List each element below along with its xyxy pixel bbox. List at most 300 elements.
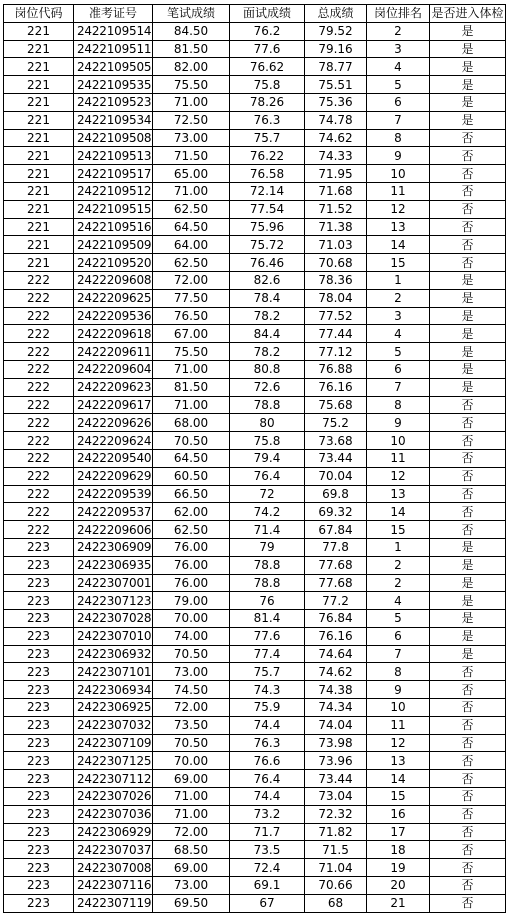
table-row [4, 218, 506, 236]
exam-id-cell: 2422306925 [74, 699, 153, 717]
exam-id-cell: 2422307036 [74, 805, 153, 823]
post-code-cell: 221 [4, 236, 74, 254]
exam-id-cell: 2422109520 [74, 254, 153, 272]
interview-score-cell: 78.2 [230, 307, 305, 325]
post-code-cell: 223 [4, 877, 74, 895]
post-code-cell: 223 [4, 894, 74, 912]
total-score-cell: 75.36 [305, 93, 367, 111]
rank-cell: 9 [367, 147, 430, 165]
written-score-cell: 69.00 [153, 859, 230, 877]
post-code-cell: 223 [4, 823, 74, 841]
written-score-cell: 72.00 [153, 823, 230, 841]
table-row [4, 343, 506, 361]
physical-exam-cell: 是 [430, 610, 506, 628]
interview-score-cell: 77.6 [230, 627, 305, 645]
header-total-score: 总成绩 [305, 5, 367, 23]
exam-id-cell: 2422209625 [74, 289, 153, 307]
post-code-cell: 223 [4, 770, 74, 788]
interview-score-cell: 84.4 [230, 325, 305, 343]
post-code-cell: 223 [4, 752, 74, 770]
table-row [4, 734, 506, 752]
rank-cell: 3 [367, 40, 430, 58]
interview-score-cell: 76.4 [230, 770, 305, 788]
exam-id-cell: 2422109535 [74, 76, 153, 94]
written-score-cell: 81.50 [153, 378, 230, 396]
post-code-cell: 221 [4, 182, 74, 200]
exam-id-cell: 2422307119 [74, 894, 153, 912]
post-code-cell: 223 [4, 788, 74, 806]
interview-score-cell: 72.6 [230, 378, 305, 396]
rank-cell: 16 [367, 805, 430, 823]
total-score-cell: 73.04 [305, 788, 367, 806]
table-body [4, 22, 506, 912]
total-score-cell: 71.38 [305, 218, 367, 236]
rank-cell: 4 [367, 325, 430, 343]
post-code-cell: 223 [4, 645, 74, 663]
post-code-cell: 222 [4, 414, 74, 432]
exam-id-cell: 2422307109 [74, 734, 153, 752]
physical-exam-cell: 是 [430, 360, 506, 378]
table-row [4, 378, 506, 396]
post-code-cell: 222 [4, 521, 74, 539]
interview-score-cell: 80 [230, 414, 305, 432]
table-row [4, 716, 506, 734]
post-code-cell: 222 [4, 271, 74, 289]
table-row [4, 805, 506, 823]
rank-cell: 13 [367, 485, 430, 503]
total-score-cell: 76.16 [305, 378, 367, 396]
written-score-cell: 81.50 [153, 40, 230, 58]
rank-cell: 15 [367, 254, 430, 272]
interview-score-cell: 76.46 [230, 254, 305, 272]
physical-exam-cell: 否 [430, 894, 506, 912]
physical-exam-cell: 是 [430, 40, 506, 58]
written-score-cell: 73.50 [153, 716, 230, 734]
rank-cell: 7 [367, 645, 430, 663]
written-score-cell: 68.50 [153, 841, 230, 859]
interview-score-cell: 77.4 [230, 645, 305, 663]
rank-cell: 8 [367, 396, 430, 414]
interview-score-cell: 75.8 [230, 432, 305, 450]
total-score-cell: 79.16 [305, 40, 367, 58]
physical-exam-cell: 否 [430, 521, 506, 539]
total-score-cell: 72.32 [305, 805, 367, 823]
rank-cell: 6 [367, 627, 430, 645]
post-code-cell: 221 [4, 254, 74, 272]
rank-cell: 20 [367, 877, 430, 895]
written-score-cell: 71.00 [153, 396, 230, 414]
exam-id-cell: 2422109505 [74, 58, 153, 76]
written-score-cell: 62.50 [153, 200, 230, 218]
written-score-cell: 70.00 [153, 752, 230, 770]
rank-cell: 7 [367, 378, 430, 396]
rank-cell: 4 [367, 592, 430, 610]
written-score-cell: 74.00 [153, 627, 230, 645]
table-row [4, 823, 506, 841]
interview-score-cell: 76.3 [230, 111, 305, 129]
total-score-cell: 74.33 [305, 147, 367, 165]
rank-cell: 13 [367, 218, 430, 236]
post-code-cell: 223 [4, 556, 74, 574]
total-score-cell: 76.16 [305, 627, 367, 645]
interview-score-cell: 73.5 [230, 841, 305, 859]
total-score-cell: 67.84 [305, 521, 367, 539]
physical-exam-cell: 否 [430, 147, 506, 165]
interview-score-cell: 76 [230, 592, 305, 610]
exam-id-cell: 2422307125 [74, 752, 153, 770]
exam-id-cell: 2422109516 [74, 218, 153, 236]
table-row [4, 129, 506, 147]
exam-id-cell: 2422307001 [74, 574, 153, 592]
rank-cell: 19 [367, 859, 430, 877]
total-score-cell: 70.04 [305, 467, 367, 485]
rank-cell: 21 [367, 894, 430, 912]
total-score-cell: 77.44 [305, 325, 367, 343]
total-score-cell: 68 [305, 894, 367, 912]
total-score-cell: 75.2 [305, 414, 367, 432]
table-row [4, 503, 506, 521]
total-score-cell: 73.44 [305, 449, 367, 467]
physical-exam-cell: 是 [430, 93, 506, 111]
rank-cell: 7 [367, 111, 430, 129]
interview-score-cell: 75.8 [230, 76, 305, 94]
exam-id-cell: 2422306909 [74, 538, 153, 556]
exam-id-cell: 2422109517 [74, 165, 153, 183]
table-row [4, 40, 506, 58]
post-code-cell: 223 [4, 716, 74, 734]
exam-id-cell: 2422209626 [74, 414, 153, 432]
post-code-cell: 223 [4, 841, 74, 859]
written-score-cell: 71.00 [153, 93, 230, 111]
physical-exam-cell: 否 [430, 485, 506, 503]
written-score-cell: 73.00 [153, 877, 230, 895]
header-interview-score: 面试成绩 [230, 5, 305, 23]
exam-id-cell: 2422209537 [74, 503, 153, 521]
table-row [4, 147, 506, 165]
total-score-cell: 77.52 [305, 307, 367, 325]
table-row [4, 467, 506, 485]
table-row [4, 414, 506, 432]
interview-score-cell: 79.4 [230, 449, 305, 467]
physical-exam-cell: 是 [430, 76, 506, 94]
rank-cell: 17 [367, 823, 430, 841]
rank-cell: 2 [367, 22, 430, 40]
total-score-cell: 77.2 [305, 592, 367, 610]
written-score-cell: 71.00 [153, 788, 230, 806]
total-score-cell: 71.03 [305, 236, 367, 254]
total-score-cell: 77.8 [305, 538, 367, 556]
interview-score-cell: 75.7 [230, 129, 305, 147]
physical-exam-cell: 否 [430, 503, 506, 521]
interview-score-cell: 75.9 [230, 699, 305, 717]
physical-exam-cell: 是 [430, 325, 506, 343]
total-score-cell: 75.51 [305, 76, 367, 94]
exam-id-cell: 2422307032 [74, 716, 153, 734]
physical-exam-cell: 否 [430, 699, 506, 717]
post-code-cell: 223 [4, 627, 74, 645]
rank-cell: 12 [367, 467, 430, 485]
exam-id-cell: 2422307008 [74, 859, 153, 877]
written-score-cell: 72.00 [153, 271, 230, 289]
exam-id-cell: 2422109514 [74, 22, 153, 40]
physical-exam-cell: 否 [430, 663, 506, 681]
table-row [4, 396, 506, 414]
table-row [4, 271, 506, 289]
interview-score-cell: 69.1 [230, 877, 305, 895]
rank-cell: 1 [367, 271, 430, 289]
post-code-cell: 222 [4, 449, 74, 467]
interview-score-cell: 71.4 [230, 521, 305, 539]
post-code-cell: 222 [4, 289, 74, 307]
total-score-cell: 74.38 [305, 681, 367, 699]
post-code-cell: 221 [4, 93, 74, 111]
table-row [4, 22, 506, 40]
rank-cell: 15 [367, 521, 430, 539]
exam-id-cell: 2422109508 [74, 129, 153, 147]
post-code-cell: 223 [4, 859, 74, 877]
rank-cell: 6 [367, 360, 430, 378]
interview-score-cell: 72 [230, 485, 305, 503]
physical-exam-cell: 否 [430, 770, 506, 788]
header-post-rank: 岗位排名 [367, 5, 430, 23]
interview-score-cell: 76.6 [230, 752, 305, 770]
written-score-cell: 76.00 [153, 538, 230, 556]
interview-score-cell: 79 [230, 538, 305, 556]
total-score-cell: 71.5 [305, 841, 367, 859]
header-post-code: 岗位代码 [4, 5, 74, 23]
header-exam-id: 准考证号 [74, 5, 153, 23]
physical-exam-cell: 是 [430, 645, 506, 663]
post-code-cell: 223 [4, 610, 74, 628]
total-score-cell: 79.52 [305, 22, 367, 40]
written-score-cell: 71.00 [153, 182, 230, 200]
physical-exam-cell: 否 [430, 165, 506, 183]
written-score-cell: 71.00 [153, 360, 230, 378]
exam-id-cell: 2422209617 [74, 396, 153, 414]
exam-id-cell: 2422306934 [74, 681, 153, 699]
total-score-cell: 74.64 [305, 645, 367, 663]
total-score-cell: 74.62 [305, 663, 367, 681]
physical-exam-cell: 否 [430, 716, 506, 734]
interview-score-cell: 67 [230, 894, 305, 912]
interview-score-cell: 78.4 [230, 289, 305, 307]
table-row [4, 841, 506, 859]
interview-score-cell: 72.4 [230, 859, 305, 877]
exam-id-cell: 2422306935 [74, 556, 153, 574]
total-score-cell: 74.34 [305, 699, 367, 717]
interview-score-cell: 78.8 [230, 556, 305, 574]
written-score-cell: 71.50 [153, 147, 230, 165]
table-row [4, 877, 506, 895]
written-score-cell: 76.00 [153, 556, 230, 574]
physical-exam-cell: 是 [430, 627, 506, 645]
rank-cell: 11 [367, 449, 430, 467]
physical-exam-cell: 否 [430, 200, 506, 218]
physical-exam-cell: 否 [430, 396, 506, 414]
exam-id-cell: 2422109509 [74, 236, 153, 254]
written-score-cell: 77.50 [153, 289, 230, 307]
exam-id-cell: 2422306932 [74, 645, 153, 663]
post-code-cell: 222 [4, 307, 74, 325]
exam-id-cell: 2422307112 [74, 770, 153, 788]
post-code-cell: 221 [4, 58, 74, 76]
exam-id-cell: 2422109513 [74, 147, 153, 165]
exam-id-cell: 2422307116 [74, 877, 153, 895]
physical-exam-cell: 是 [430, 289, 506, 307]
exam-id-cell: 2422109534 [74, 111, 153, 129]
physical-exam-cell: 否 [430, 432, 506, 450]
physical-exam-cell: 否 [430, 254, 506, 272]
table-row [4, 538, 506, 556]
written-score-cell: 70.50 [153, 734, 230, 752]
post-code-cell: 223 [4, 805, 74, 823]
post-code-cell: 222 [4, 360, 74, 378]
table-row [4, 770, 506, 788]
table-header [4, 5, 506, 23]
written-score-cell: 70.00 [153, 610, 230, 628]
interview-score-cell: 76.22 [230, 147, 305, 165]
table-row [4, 592, 506, 610]
post-code-cell: 221 [4, 111, 74, 129]
rank-cell: 9 [367, 414, 430, 432]
exam-id-cell: 2422209539 [74, 485, 153, 503]
written-score-cell: 75.50 [153, 76, 230, 94]
post-code-cell: 221 [4, 129, 74, 147]
written-score-cell: 62.50 [153, 254, 230, 272]
table-row [4, 894, 506, 912]
total-score-cell: 76.84 [305, 610, 367, 628]
table-row [4, 574, 506, 592]
interview-score-cell: 76.62 [230, 58, 305, 76]
exam-id-cell: 2422209606 [74, 521, 153, 539]
physical-exam-cell: 否 [430, 467, 506, 485]
interview-score-cell: 75.7 [230, 663, 305, 681]
rank-cell: 14 [367, 503, 430, 521]
exam-id-cell: 2422209608 [74, 271, 153, 289]
table-row [4, 93, 506, 111]
exam-id-cell: 2422209623 [74, 378, 153, 396]
total-score-cell: 70.66 [305, 877, 367, 895]
interview-score-cell: 80.8 [230, 360, 305, 378]
interview-score-cell: 76.2 [230, 22, 305, 40]
written-score-cell: 84.50 [153, 22, 230, 40]
header-written-score: 笔试成绩 [153, 5, 230, 23]
post-code-cell: 222 [4, 503, 74, 521]
total-score-cell: 78.77 [305, 58, 367, 76]
exam-id-cell: 2422109512 [74, 182, 153, 200]
physical-exam-cell: 否 [430, 841, 506, 859]
post-code-cell: 222 [4, 467, 74, 485]
post-code-cell: 223 [4, 681, 74, 699]
rank-cell: 12 [367, 734, 430, 752]
exam-id-cell: 2422209624 [74, 432, 153, 450]
rank-cell: 11 [367, 716, 430, 734]
table-row [4, 485, 506, 503]
physical-exam-cell: 否 [430, 788, 506, 806]
written-score-cell: 73.00 [153, 129, 230, 147]
written-score-cell: 76.50 [153, 307, 230, 325]
interview-score-cell: 74.2 [230, 503, 305, 521]
header-row [4, 5, 506, 23]
rank-cell: 2 [367, 556, 430, 574]
post-code-cell: 221 [4, 218, 74, 236]
table-row [4, 289, 506, 307]
interview-score-cell: 74.3 [230, 681, 305, 699]
written-score-cell: 62.00 [153, 503, 230, 521]
rank-cell: 1 [367, 538, 430, 556]
total-score-cell: 76.88 [305, 360, 367, 378]
interview-score-cell: 75.96 [230, 218, 305, 236]
written-score-cell: 68.00 [153, 414, 230, 432]
post-code-cell: 221 [4, 40, 74, 58]
exam-id-cell: 2422209536 [74, 307, 153, 325]
table-row [4, 165, 506, 183]
post-code-cell: 222 [4, 485, 74, 503]
written-score-cell: 64.50 [153, 449, 230, 467]
rank-cell: 8 [367, 663, 430, 681]
total-score-cell: 71.95 [305, 165, 367, 183]
exam-id-cell: 2422307123 [74, 592, 153, 610]
table-row [4, 200, 506, 218]
total-score-cell: 78.04 [305, 289, 367, 307]
total-score-cell: 71.52 [305, 200, 367, 218]
post-code-cell: 221 [4, 165, 74, 183]
total-score-cell: 74.62 [305, 129, 367, 147]
physical-exam-cell: 否 [430, 129, 506, 147]
written-score-cell: 75.50 [153, 343, 230, 361]
total-score-cell: 77.68 [305, 556, 367, 574]
written-score-cell: 64.50 [153, 218, 230, 236]
interview-score-cell: 77.6 [230, 40, 305, 58]
interview-score-cell: 82.6 [230, 271, 305, 289]
physical-exam-cell: 是 [430, 271, 506, 289]
interview-score-cell: 71.7 [230, 823, 305, 841]
rank-cell: 15 [367, 788, 430, 806]
physical-exam-cell: 否 [430, 805, 506, 823]
table-row [4, 859, 506, 877]
interview-score-cell: 78.2 [230, 343, 305, 361]
interview-score-cell: 75.72 [230, 236, 305, 254]
rank-cell: 5 [367, 76, 430, 94]
exam-id-cell: 2422307028 [74, 610, 153, 628]
written-score-cell: 70.50 [153, 645, 230, 663]
physical-exam-cell: 否 [430, 877, 506, 895]
table-row [4, 699, 506, 717]
interview-score-cell: 78.26 [230, 93, 305, 111]
rank-cell: 11 [367, 182, 430, 200]
table-row [4, 236, 506, 254]
written-score-cell: 66.50 [153, 485, 230, 503]
physical-exam-cell: 是 [430, 556, 506, 574]
table-row [4, 360, 506, 378]
exam-id-cell: 2422209604 [74, 360, 153, 378]
written-score-cell: 69.00 [153, 770, 230, 788]
interview-score-cell: 74.4 [230, 716, 305, 734]
exam-id-cell: 2422307026 [74, 788, 153, 806]
total-score-cell: 71.82 [305, 823, 367, 841]
exam-id-cell: 2422209629 [74, 467, 153, 485]
total-score-cell: 73.44 [305, 770, 367, 788]
score-table [3, 4, 506, 913]
rank-cell: 5 [367, 343, 430, 361]
exam-id-cell: 2422109523 [74, 93, 153, 111]
rank-cell: 18 [367, 841, 430, 859]
header-physical-exam: 是否进入体检 [431, 6, 504, 21]
table-row [4, 610, 506, 628]
total-score-cell: 74.04 [305, 716, 367, 734]
physical-exam-cell: 否 [430, 182, 506, 200]
exam-id-cell: 2422109515 [74, 200, 153, 218]
